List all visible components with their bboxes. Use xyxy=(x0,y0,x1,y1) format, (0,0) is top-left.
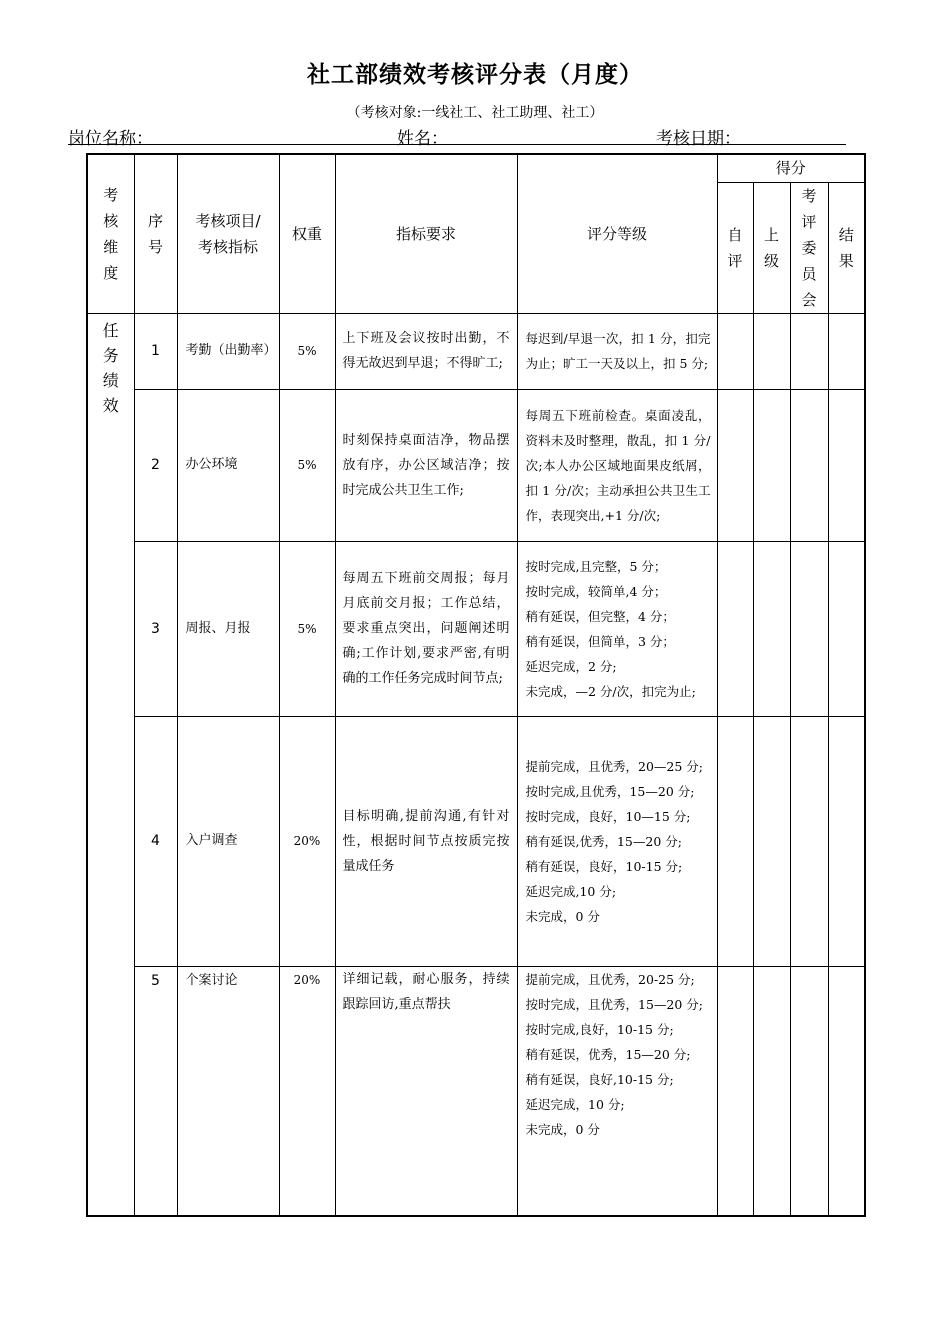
header-dimension: 考核维度 xyxy=(87,154,134,313)
header-requirement: 指标要求 xyxy=(335,154,517,313)
assessment-table xyxy=(86,153,866,1217)
weight-cell: 5% xyxy=(279,313,335,389)
item-cell: 个案讨论 xyxy=(177,966,279,1216)
date-label: 考核日期： xyxy=(656,129,741,149)
info-line xyxy=(68,124,846,149)
post-label: 岗位名称： xyxy=(68,129,153,149)
superior-score-cell[interactable] xyxy=(753,389,790,541)
seq-cell: 4 xyxy=(134,716,177,966)
seq-cell: 2 xyxy=(134,389,177,541)
committee-score-cell[interactable] xyxy=(790,313,828,389)
requirement-cell: 目标明确,提前沟通,有针对性，根据时间节点按质完按量成任务 xyxy=(335,716,517,966)
self-score-cell[interactable] xyxy=(717,966,753,1216)
table-row xyxy=(87,389,865,541)
superior-score-cell[interactable] xyxy=(753,716,790,966)
item-cell: 入户调查 xyxy=(177,716,279,966)
self-score-cell[interactable] xyxy=(717,716,753,966)
superior-score-cell[interactable] xyxy=(753,966,790,1216)
table-row xyxy=(87,716,865,966)
grade-cell: 提前完成，且优秀，20-25 分; 按时完成，且优秀，15—20 分; 按时完成,良好，10-15 分; 稍有延误，优秀，15—20 分; 稍有延误，良好,10-15 分; 延迟完成，10 分; 未完成，0 分 xyxy=(517,966,717,1216)
result-score-cell[interactable] xyxy=(828,389,865,541)
header-weight: 权重 xyxy=(279,154,335,313)
table-row xyxy=(87,313,865,389)
result-score-cell[interactable] xyxy=(828,541,865,716)
item-cell: 周报、月报 xyxy=(177,541,279,716)
header-superior: 上级 xyxy=(753,182,790,313)
header-seq: 序号 xyxy=(134,154,177,313)
superior-score-cell[interactable] xyxy=(753,541,790,716)
item-cell: 考勤（出勤率） xyxy=(177,313,279,389)
page-title: 社工部绩效考核评分表（月度） xyxy=(307,61,643,88)
header-committee: 考评委员会 xyxy=(790,182,828,313)
requirement-cell: 详细记载，耐心服务，持续跟踪回访,重点帮扶 xyxy=(335,966,517,1216)
committee-score-cell[interactable] xyxy=(790,541,828,716)
weight-cell: 20% xyxy=(279,966,335,1216)
self-score-cell[interactable] xyxy=(717,541,753,716)
weight-cell: 20% xyxy=(279,716,335,966)
result-score-cell[interactable] xyxy=(828,716,865,966)
requirement-cell: 每周五下班前交周报；每月月底前交月报；工作总结，要求重点突出，问题阐述明确;工作计划,要求严密,有明确的工作任务完成时间节点; xyxy=(335,541,517,716)
result-score-cell[interactable] xyxy=(828,313,865,389)
superior-score-cell[interactable] xyxy=(753,313,790,389)
weight-cell: 5% xyxy=(279,541,335,716)
header-self: 自评 xyxy=(717,182,753,313)
table-row xyxy=(87,966,865,1216)
committee-score-cell[interactable] xyxy=(790,389,828,541)
header-result: 结果 xyxy=(828,182,865,313)
grade-cell: 按时完成,且完整，5 分； 按时完成，较简单,4 分； 稍有延误，但完整，4 分； 稍有延误，但简单，3 分； 延迟完成，2 分; 未完成，—2 分/次，扣完为止; xyxy=(517,541,717,716)
requirement-cell: 时刻保持桌面洁净，物品摆放有序，办公区域洁净；按时完成公共卫生工作; xyxy=(335,389,517,541)
grade-cell: 每迟到/早退一次，扣 1 分，扣完为止；旷工一天及以上，扣 5 分; xyxy=(517,313,717,389)
dimension-cell: 任务绩效 xyxy=(87,313,134,1216)
name-label: 姓名： xyxy=(397,129,448,149)
weight-cell: 5% xyxy=(279,389,335,541)
table-row xyxy=(87,541,865,716)
seq-cell: 3 xyxy=(134,541,177,716)
result-score-cell[interactable] xyxy=(828,966,865,1216)
requirement-cell: 上下班及会议按时出勤，不得无故迟到早退；不得旷工; xyxy=(335,313,517,389)
self-score-cell[interactable] xyxy=(717,313,753,389)
header-grade: 评分等级 xyxy=(517,154,717,313)
committee-score-cell[interactable] xyxy=(790,716,828,966)
item-cell: 办公环境 xyxy=(177,389,279,541)
header-score: 得分 xyxy=(717,154,865,182)
seq-cell: 5 xyxy=(134,966,177,1216)
committee-score-cell[interactable] xyxy=(790,966,828,1216)
page-subtitle: （考核对象:一线社工、社工助理、社工） xyxy=(346,105,604,121)
grade-cell: 提前完成，且优秀，20—25 分; 按时完成,且优秀，15—20 分; 按时完成，良好，10—15 分; 稍有延误,优秀，15—20 分; 稍有延误，良好，10-15 分; 延迟完成,10 分; 未完成，0 分 xyxy=(517,716,717,966)
header-item: 考核项目/考核指标 xyxy=(177,154,279,313)
seq-cell: 1 xyxy=(134,313,177,389)
self-score-cell[interactable] xyxy=(717,389,753,541)
grade-cell: 每周五下班前检查。桌面凌乱，资料未及时整理，散乱，扣 1 分/次;本人办公区域地面果皮纸屑，扣 1 分/次；主动承担公共卫生工作，表现突出,+1 分/次; xyxy=(517,389,717,541)
